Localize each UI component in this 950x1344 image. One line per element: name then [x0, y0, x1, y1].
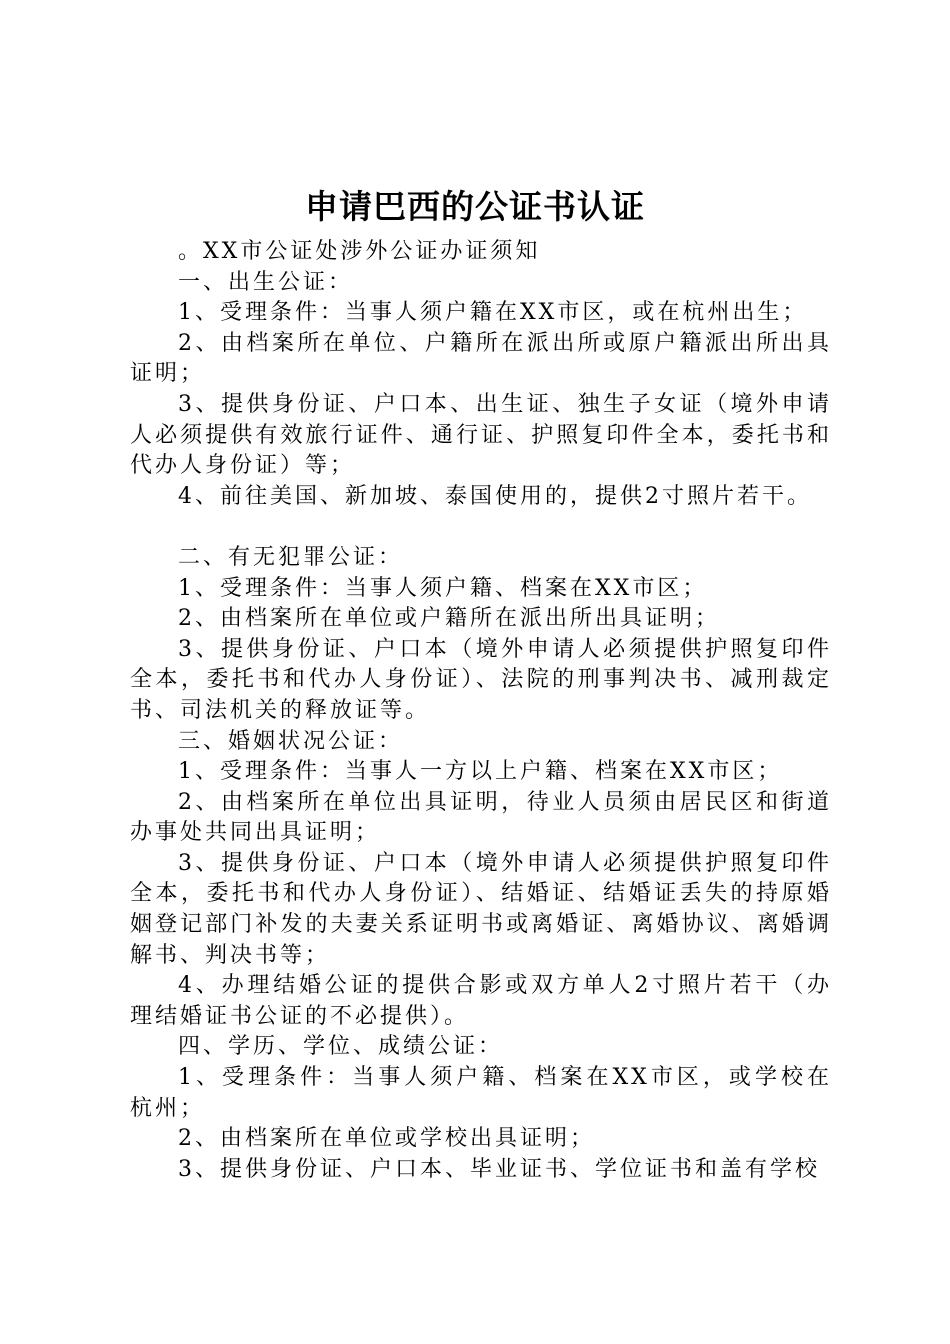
paragraph-marriage-1: 1、受理条件：当事人一方以上户籍、档案在XX市区； [178, 759, 783, 785]
paragraph-birth-1: 1、受理条件：当事人须户籍在XX市区，或在杭州出生； [178, 300, 808, 326]
paragraph-birth-2: 2、由档案所在单位、户籍所在派出所或原户籍派出所出具证明； [130, 330, 832, 387]
document-body [130, 237, 832, 1185]
paragraph-criminal-2: 2、由档案所在单位或户籍所在派出所出具证明； [178, 606, 720, 632]
paragraph-intro: 。XX市公证处涉外公证办证须知 [178, 239, 541, 264]
section-heading-education: 四、学历、学位、成绩公证： [178, 1034, 504, 1060]
paragraph-education-1: 1、受理条件：当事人须户籍、档案在XX市区，或学校在杭州； [130, 1065, 832, 1121]
paragraph-marriage-4: 4、办理结婚公证的提供合影或双方单人2寸照片若干（办理结婚证书公证的不必提供）。 [130, 973, 832, 1029]
document-title: 申请巴西的公证书认证 [305, 187, 645, 226]
blank-line [130, 512, 832, 543]
paragraph-criminal-3: 3、提供身份证、户口本（境外申请人必须提供护照复印件全本，委托书和代办人身份证）、法院的刑事判决书、减刑裁定书、司法机关的释放证等。 [130, 636, 832, 723]
section-heading-marriage: 三、婚姻状况公证： [178, 728, 404, 754]
paragraph-marriage-3: 3、提供身份证、户口本（境外申请人必须提供护照复印件全本，委托书和代办人身份证）、结婚证、结婚证丢失的持原婚姻登记部门补发的夫妻关系证明书或离婚证、离婚协议、离婚调解书、判决书等； [130, 850, 832, 968]
paragraph-birth-4: 4、前往美国、新加坡、泰国使用的，提供2寸照片若干。 [178, 483, 812, 509]
section-heading-birth: 一、出生公证： [178, 269, 354, 295]
section-heading-criminal: 二、有无犯罪公证： [178, 544, 404, 570]
paragraph-education-2: 2、由档案所在单位或学校出具证明； [178, 1126, 595, 1152]
paragraph-marriage-2: 2、由档案所在单位出具证明，待业人员须由居民区和街道办事处共同出具证明； [130, 789, 832, 846]
paragraph-criminal-1: 1、受理条件：当事人须户籍、档案在XX市区； [178, 575, 708, 601]
paragraph-birth-3: 3、提供身份证、户口本、出生证、独生子女证（境外申请人必须提供有效旅行证件、通行证、护照复印件全本，委托书和代办人身份证）等； [130, 391, 832, 479]
paragraph-education-3: 3、提供身份证、户口本、毕业证书、学位证书和盖有学校 [178, 1156, 820, 1182]
